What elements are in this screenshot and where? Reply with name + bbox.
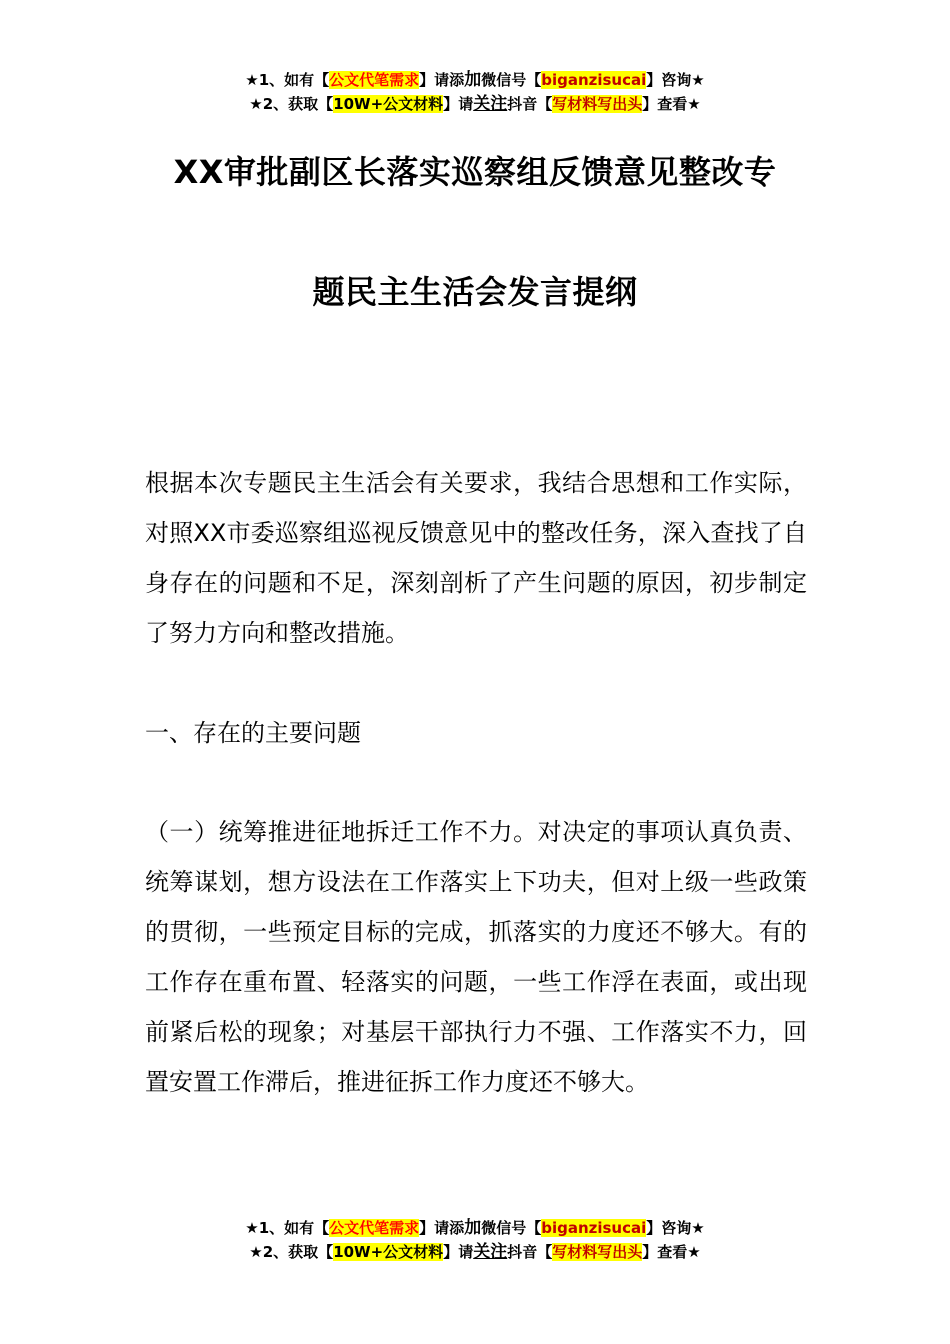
promo-highlight: 公文代笔需求 xyxy=(329,1219,420,1237)
promo-douyin-id: 写材料写出头 xyxy=(552,95,643,113)
promo-text: ★1、如有【 xyxy=(245,71,330,89)
promo-line-1 xyxy=(0,1216,950,1240)
promo-highlight: 10W+公文材料 xyxy=(333,95,444,113)
promo-line-2 xyxy=(0,1240,950,1264)
promo-text: 】查看★ xyxy=(642,1243,701,1261)
promo-line-1 xyxy=(0,68,950,92)
promo-text: 抖音【 xyxy=(507,95,553,113)
footer-promo-banner xyxy=(0,1216,950,1264)
promo-text: 关注 xyxy=(473,94,508,114)
promo-text: 加 xyxy=(464,70,482,90)
promo-text: 加 xyxy=(464,1218,482,1238)
promo-text: 】咨询★ xyxy=(646,1219,705,1237)
promo-text: 】查看★ xyxy=(642,95,701,113)
promo-text: ★1、如有【 xyxy=(245,1219,330,1237)
promo-highlight: 10W+公文材料 xyxy=(333,1243,444,1261)
promo-text: ★2、获取【 xyxy=(249,95,334,113)
promo-line-2 xyxy=(0,92,950,116)
promo-text: 关注 xyxy=(473,1242,508,1262)
promo-text: 】请添 xyxy=(419,71,465,89)
document-title-line-1: XX审批副区长落实巡察组反馈意见整改专 xyxy=(173,153,777,191)
promo-text: 微信号【 xyxy=(481,1219,542,1237)
promo-wechat-id: biganzisucai xyxy=(541,1219,647,1237)
promo-text: 抖音【 xyxy=(507,1243,553,1261)
promo-text: 】请 xyxy=(443,1243,474,1261)
promo-text: 】咨询★ xyxy=(646,71,705,89)
header-promo-banner xyxy=(0,68,950,116)
promo-text: 微信号【 xyxy=(481,71,542,89)
document-title-line-2: 题民主生活会发言提纲 xyxy=(312,273,638,311)
promo-highlight: 公文代笔需求 xyxy=(329,71,420,89)
promo-text: 】请添 xyxy=(419,1219,465,1237)
intro-paragraph: 根据本次专题民主生活会有关要求，我结合思想和工作实际，对照XX市委巡察组巡视反馈意见中的整改任务，深入查找了自身存在的问题和不足，深刻剖析了产生问题的原因，初步制定了努力方向和整改措施。 xyxy=(145,469,807,647)
issue-paragraph: （一）统筹推进征地拆迁工作不力。对决定的事项认真负责、统筹谋划，想方设法在工作落实上下功夫，但对上级一些政策的贯彻，一些预定目标的完成，抓落实的力度还不够大。有的工作存在重布置、轻落实的问题，一些工作浮在表面，或出现前紧后松的现象；对基层干部执行力不强、工作落实不力，回置安置工作滞后，推进征拆工作力度还不够大。 xyxy=(145,818,807,1096)
promo-douyin-id: 写材料写出头 xyxy=(552,1243,643,1261)
promo-text: ★2、获取【 xyxy=(249,1243,334,1261)
promo-text: 】请 xyxy=(443,95,474,113)
section-heading: 一、存在的主要问题 xyxy=(145,719,361,747)
promo-wechat-id: biganzisucai xyxy=(541,71,647,89)
